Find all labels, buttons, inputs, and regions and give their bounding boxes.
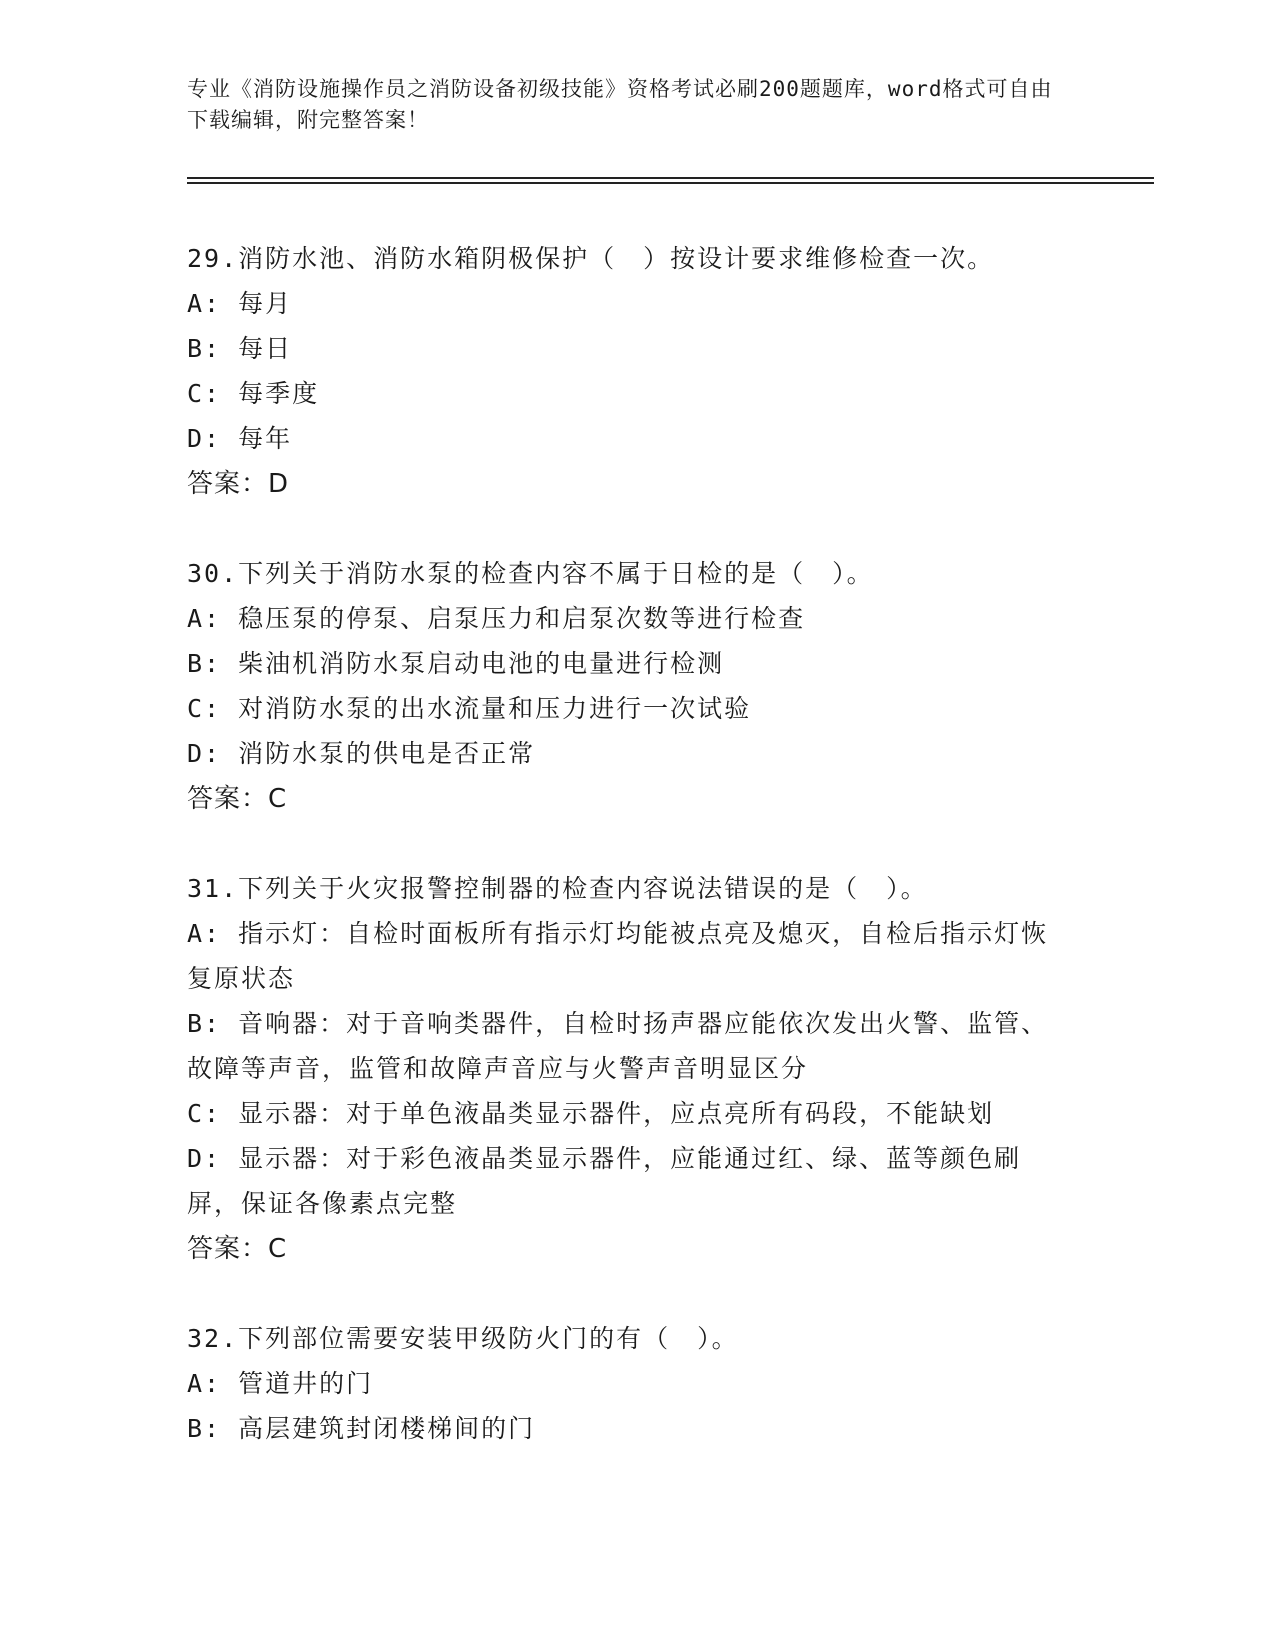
option-d: D: 显示器：对于彩色液晶类显示器件，应能通过红、绿、蓝等颜色刷屏，保证各像素点完整 (187, 1144, 1022, 1218)
option-a: A: 指示灯：自检时面板所有指示灯均能被点亮及熄灭，自检后指示灯恢复原状态 (187, 919, 1049, 993)
question-list (187, 236, 1067, 1495)
question-stem: 29.消防水池、消防水箱阴极保护（ ）按设计要求维修检查一次。 (187, 244, 995, 273)
question-29 (187, 236, 1067, 507)
option-c: C: 显示器：对于单色液晶类显示器件，应点亮所有码段，不能缺划 (187, 1099, 995, 1128)
option-b: B: 高层建筑封闭楼梯间的门 (187, 1414, 536, 1443)
option-b: B: 音响器：对于音响类器件，自检时扬声器应能依次发出火警、监管、故障等声音，监管和故障声音应与火警声音明显区分 (187, 1009, 1049, 1083)
question-30 (187, 551, 1067, 822)
document-header: 专业《消防设施操作员之消防设备初级技能》资格考试必刷200题题库，word格式可自由下载编辑，附完整答案！ (187, 77, 1053, 132)
option-b: B: 每日 (187, 334, 293, 363)
option-d: D: 每年 (187, 424, 293, 453)
question-32 (187, 1316, 1067, 1451)
option-a: A: 管道井的门 (187, 1369, 374, 1398)
answer-label: 答案：C (187, 1234, 288, 1264)
option-c: C: 对消防水泵的出水流量和压力进行一次试验 (187, 694, 752, 723)
question-stem: 31.下列关于火灾报警控制器的检查内容说法错误的是（ ）。 (187, 874, 928, 903)
option-d: D: 消防水泵的供电是否正常 (187, 739, 536, 768)
question-31 (187, 866, 1067, 1272)
option-a: A: 稳压泵的停泵、启泵压力和启泵次数等进行检查 (187, 604, 806, 633)
answer-label: 答案：C (187, 784, 288, 814)
header-divider-bottom (187, 182, 1154, 184)
question-stem: 32.下列部位需要安装甲级防火门的有（ ）。 (187, 1324, 739, 1353)
option-c: C: 每季度 (187, 379, 320, 408)
question-stem: 30.下列关于消防水泵的检查内容不属于日检的是（ ）。 (187, 559, 874, 588)
option-b: B: 柴油机消防水泵启动电池的电量进行检测 (187, 649, 725, 678)
answer-label: 答案：D (187, 469, 290, 499)
header-divider-top (187, 177, 1154, 179)
option-a: A: 每月 (187, 289, 293, 318)
